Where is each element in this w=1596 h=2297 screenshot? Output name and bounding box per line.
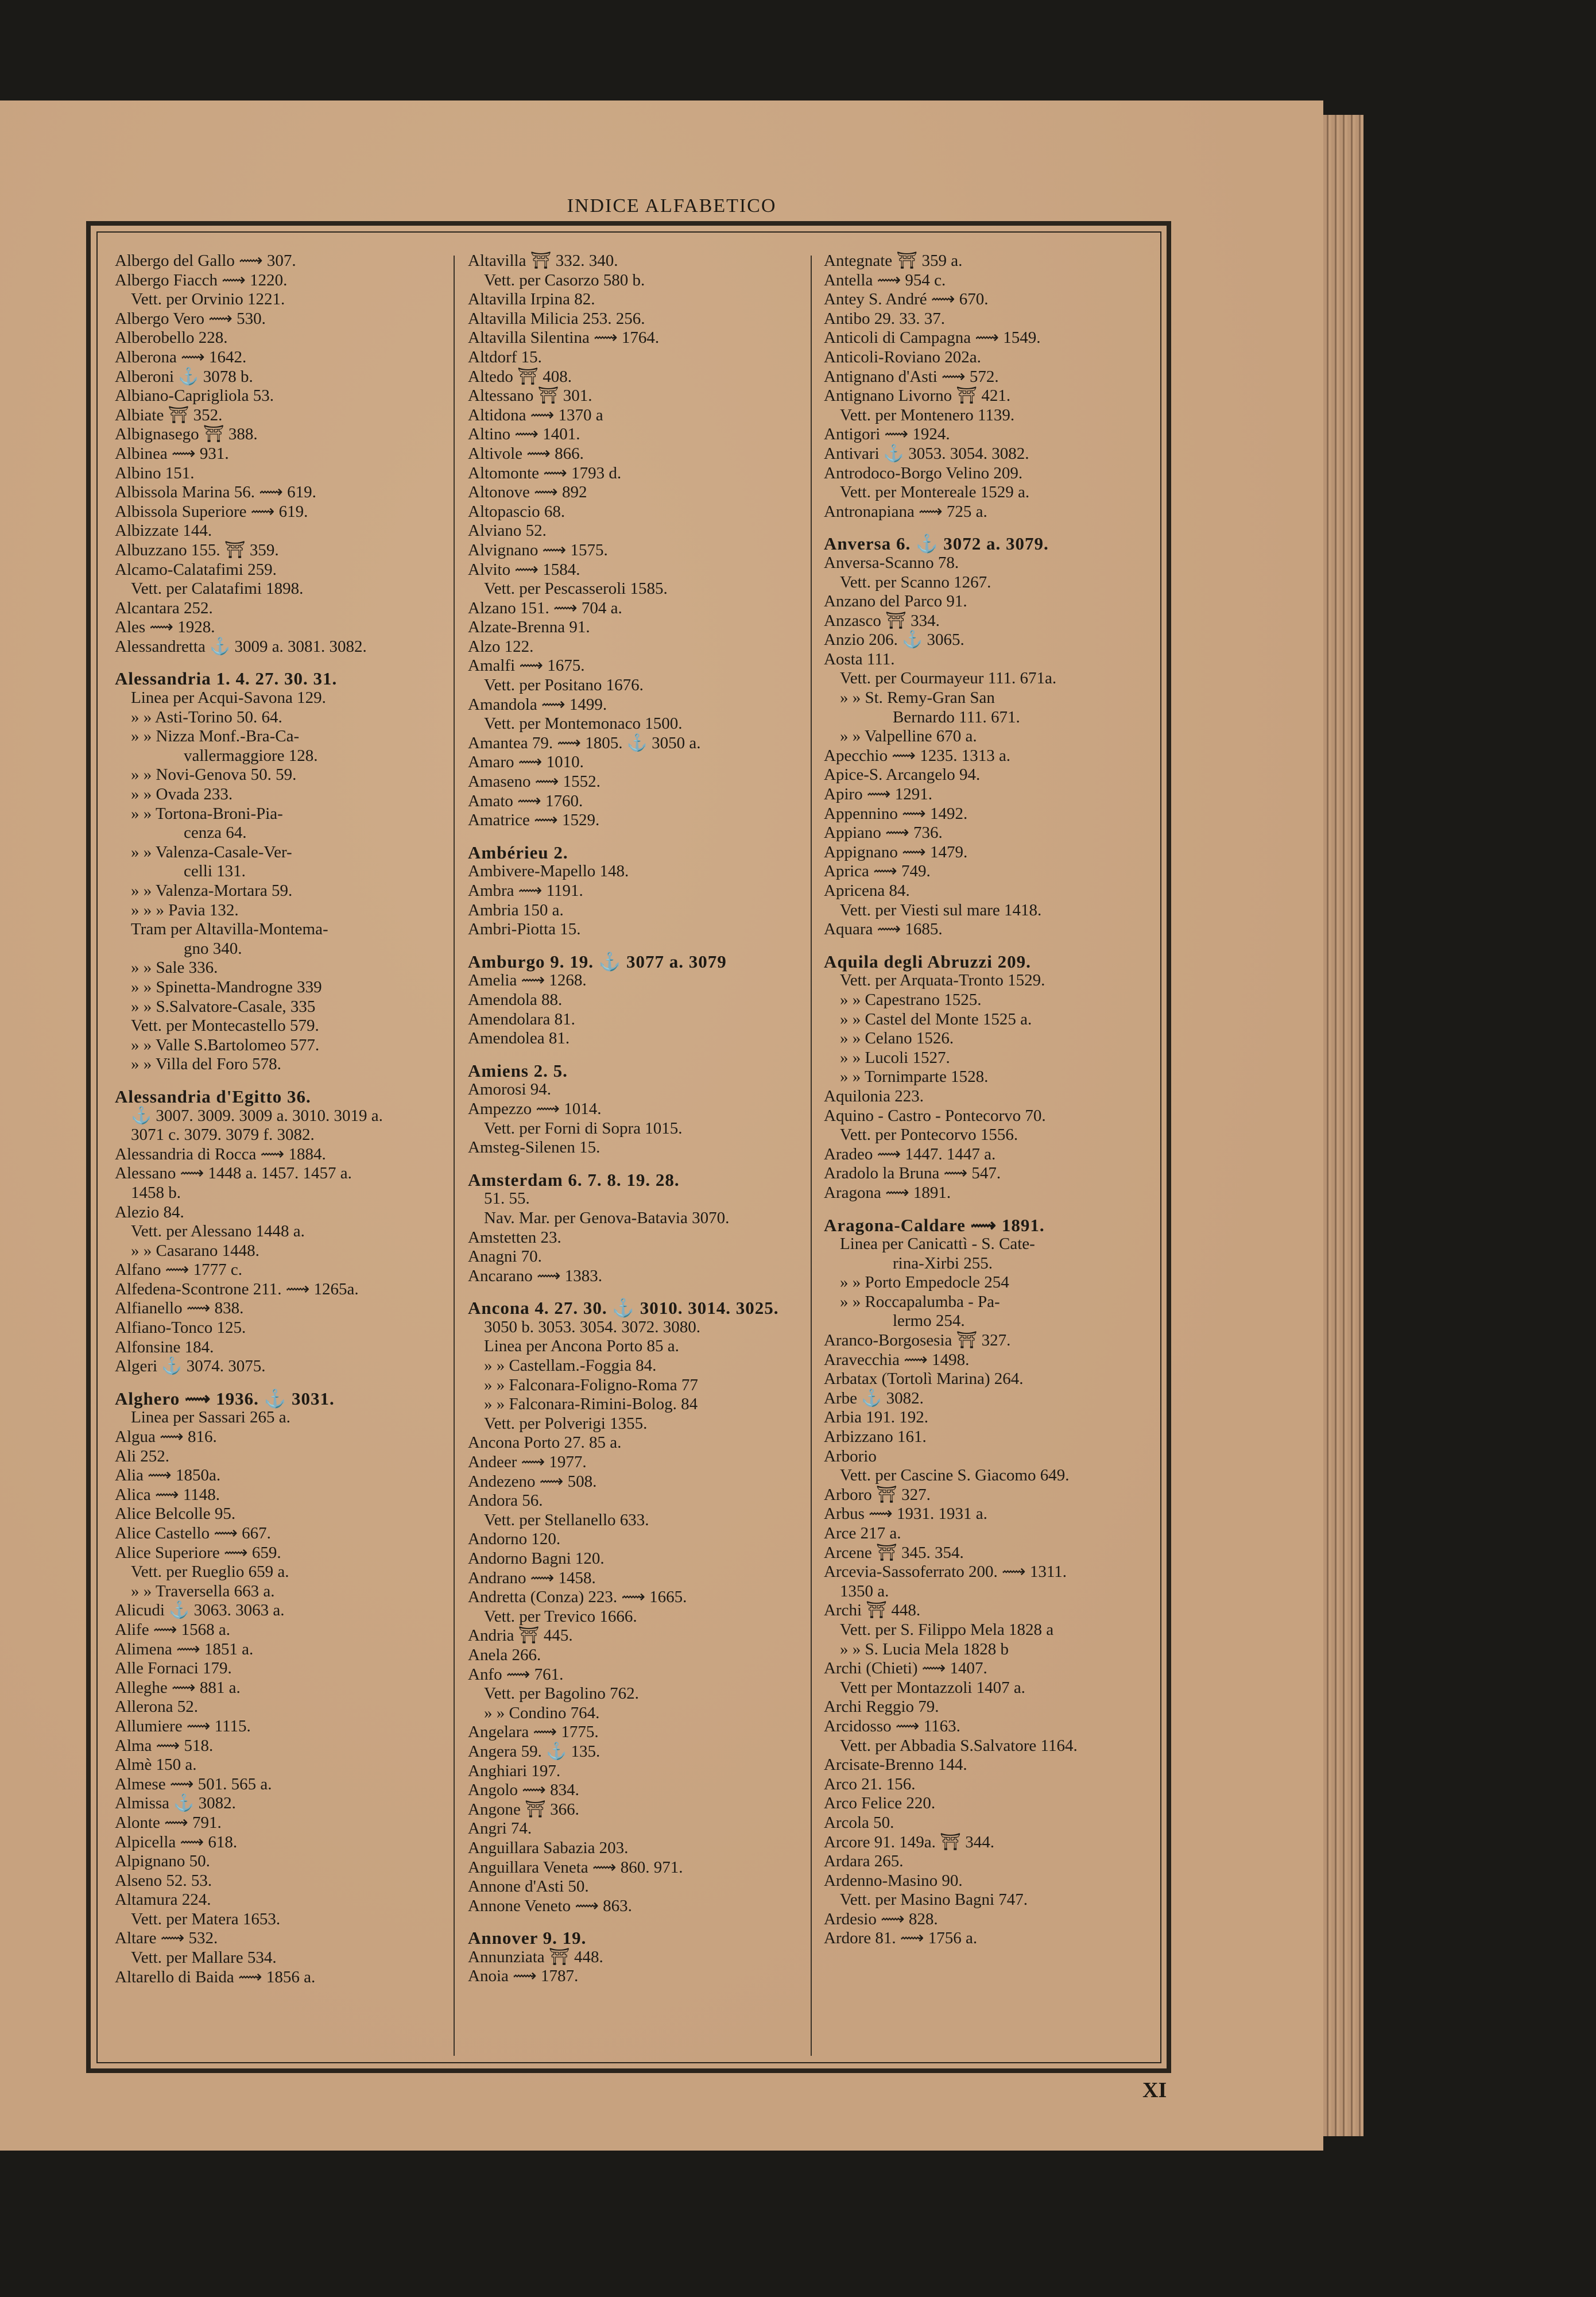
index-entry: Anfo ⟿ 761. [468,1665,564,1684]
index-entry: Alessano ⟿ 1448 a. 1457. 1457 a. [115,1164,352,1183]
index-entry: Arbizzano 161. [824,1428,927,1447]
column-rule-2 [811,256,812,2056]
index-entry: Amendolara 81. [468,1010,575,1028]
index-subentry: » » Celano 1526. [840,1029,954,1048]
index-entry: Altonove ⟿ 892 [468,483,587,502]
index-heading: Alghero ⟿ 1936. ⚓ 3031. [115,1388,335,1409]
index-entry: Anzano del Parco 91. [824,592,967,611]
index-subentry: » » Falconara-Rimini-Bolog. 84 [484,1395,698,1414]
index-entry: Amaseno ⟿ 1552. [468,772,601,791]
index-subentry: Vett. per Viesti sul mare 1418. [840,900,1042,919]
index-entry: Amorosi 94. [468,1080,551,1099]
index-entry: Alseno 52. 53. [115,1871,212,1890]
index-entry: Amstetten 23. [468,1228,561,1247]
index-entry: Antivari ⚓ 3053. 3054. 3082. [824,444,1029,463]
index-subentry: Linea per Acqui-Savona 129. [131,689,326,707]
index-subentry: Linea per Canicattì - S. Cate- [840,1235,1035,1254]
index-subentry: » » Casarano 1448. [131,1241,259,1260]
index-entry: Aquilonia 223. [824,1086,924,1105]
index-entry: Antella ⟿ 954 c. [824,270,946,289]
index-entry: Antegnate ⛩ 359 a. [824,252,963,270]
running-head: INDICE ALFABETICO [567,195,777,216]
index-entry: Antigori ⟿ 1924. [824,425,950,444]
index-entry: Ancarano ⟿ 1383. [468,1266,603,1285]
index-heading: Amsterdam 6. 7. 8. 19. 28. [468,1169,680,1190]
index-subentry: » » Spinetta-Mandrogne 339 [131,977,322,996]
index-entry: Andezeno ⟿ 508. [468,1472,597,1491]
index-entry: Albergo Vero ⟿ 530. [115,309,266,328]
index-entry: Altopascio 68. [468,502,565,521]
index-entry: Aquino - Castro - Pontecorvo 70. [824,1106,1046,1125]
index-entry: Alberona ⟿ 1642. [115,347,247,366]
index-subentry: 1350 a. [840,1581,889,1600]
index-entry: Arcisate-Brenno 144. [824,1755,967,1774]
index-entry: Ales ⟿ 1928. [115,618,215,637]
index-entry: Aravecchia ⟿ 1498. [824,1350,970,1369]
index-entry: Alimena ⟿ 1851 a. [115,1639,254,1658]
index-entry: Altavilla Silentina ⟿ 1764. [468,328,660,347]
index-entry: Appennino ⟿ 1492. [824,804,968,823]
index-subentry: 1458 b. [131,1183,181,1202]
index-subentry: Vett. per Montecastello 579. [131,1016,319,1035]
index-entry: Aranco-Borgosesia ⛩ 327. [824,1331,1011,1350]
index-entry: Albergo del Gallo ⟿ 307. [115,252,296,270]
index-entry: Anversa-Scanno 78. [824,553,959,572]
index-subentry: Vett. per Cascine S. Giacomo 649. [840,1466,1070,1485]
index-entry: Algua ⟿ 816. [115,1428,217,1447]
index-entry: Alpicella ⟿ 618. [115,1832,238,1851]
index-subentry: » » Roccapalumba - Pa- [840,1292,1000,1311]
index-subentry: » » Valpelline 670 a. [840,727,977,746]
index-entry: Almese ⟿ 501. 565 a. [115,1774,272,1793]
entry-spacer [824,939,1151,952]
index-entry: Aradolo la Bruna ⟿ 547. [824,1164,1001,1183]
index-heading: Anversa 6. ⚓ 3072 a. 3079. [824,533,1049,554]
index-subentry: » » Capestrano 1525. [840,990,982,1009]
index-entry: Andrano ⟿ 1458. [468,1568,596,1587]
index-entry: Alice Belcolle 95. [115,1505,236,1523]
index-entry: Antibo 29. 33. 37. [824,309,946,328]
index-entry: Albizzate 144. [115,521,212,540]
index-subentry: » » Condino 764. [484,1703,600,1722]
index-entry: Ali 252. [115,1447,170,1465]
index-entry: Archi Reggio 79. [824,1697,939,1716]
index-entry: Alfiano-Tonco 125. [115,1318,246,1337]
index-subentry: Vett. per Montereale 1529 a. [840,483,1030,502]
index-entry: Annone Veneto ⟿ 863. [468,1896,632,1915]
index-continuation: cenza 64. [184,823,247,842]
index-entry: Albissola Marina 56. ⟿ 619. [115,483,316,502]
index-entry: Alzate-Brenna 91. [468,618,590,637]
index-entry: Anticoli-Roviano 202a. [824,347,981,366]
index-entry: Arcola 50. [824,1813,894,1832]
index-heading: Amburgo 9. 19. ⚓ 3077 a. 3079 [468,951,727,972]
index-entry: Antignano d'Asti ⟿ 572. [824,367,999,386]
index-entry: Albignasego ⛩ 388. [115,425,258,444]
index-entry: Altino ⟿ 1401. [468,425,580,444]
index-entry: Anticoli di Campagna ⟿ 1549. [824,328,1041,347]
index-subentry: 3071 c. 3079. 3079 f. 3082. [131,1126,315,1144]
index-entry: Amaro ⟿ 1010. [468,753,584,772]
index-subentry: Tram per Altavilla-Montema- [131,920,328,939]
index-entry: Anela 266. [468,1645,541,1664]
index-subentry: » » Ovada 233. [131,785,233,804]
index-continuation: Bernardo 111. 671. [893,707,1020,726]
index-subentry: Vett. per Positano 1676. [484,676,644,695]
index-heading: Aquila degli Abruzzi 209. [824,951,1031,972]
index-subentry: » » Valle S.Bartolomeo 577. [131,1035,320,1054]
index-entry: Altedo ⛩ 408. [468,367,572,386]
index-entry: Archi (Chieti) ⟿ 1407. [824,1659,987,1678]
index-entry: Anghiari 197. [468,1761,561,1780]
index-entry: Annone d'Asti 50. [468,1877,589,1896]
index-entry: Antronapiana ⟿ 725 a. [824,502,987,521]
index-entry: Altivole ⟿ 866. [468,444,584,463]
index-entry: Altamura 224. [115,1890,211,1909]
index-entry: Aosta 111. [824,649,895,668]
index-entry: Albiate ⛩ 352. [115,405,223,424]
index-continuation: vallermaggiore 128. [184,746,318,765]
index-entry: Allumiere ⟿ 1115. [115,1716,251,1735]
index-entry: Alzano 151. ⟿ 704 a. [468,598,622,617]
index-subentry: 51. 55. [484,1189,530,1208]
index-subentry: » » St. Remy-Gran San [840,689,995,707]
index-subentry: Vett. per Arquata-Tronto 1529. [840,971,1045,990]
index-entry: Altarello di Baida ⟿ 1856 a. [115,1967,316,1986]
index-entry: Alfonsine 184. [115,1337,214,1356]
index-entry: Andorno 120. [468,1530,561,1549]
index-entry: Ambra ⟿ 1191. [468,881,583,900]
index-entry: Andretta (Conza) 223. ⟿ 1665. [468,1588,687,1607]
entry-spacer [468,939,789,952]
index-entry: Arbus ⟿ 1931. 1931 a. [824,1505,987,1523]
index-continuation: lermo 254. [893,1312,965,1331]
index-entry: Apecchio ⟿ 1235. 1313 a. [824,746,1011,765]
index-entry: Antrodoco-Borgo Velino 209. [824,463,1023,482]
index-entry: Anguillara Sabazia 203. [468,1838,629,1857]
index-subentry: » » Tornimparte 1528. [840,1068,989,1086]
index-entry: Alle Fornaci 179. [115,1659,232,1678]
index-entry: Amalfi ⟿ 1675. [468,656,585,675]
index-entry: Ardore 81. ⟿ 1756 a. [824,1929,978,1948]
entry-spacer [115,1074,436,1087]
index-entry: Archi ⛩ 448. [824,1601,921,1620]
index-heading: Ambérieu 2. [468,842,568,863]
index-entry: Alviano 52. [468,521,547,540]
index-subentry: Vett. per Matera 1653. [131,1909,281,1928]
index-subentry: Vett. per Scanno 1267. [840,573,991,591]
index-entry: Anzio 206. ⚓ 3065. [824,631,964,649]
index-subentry: » » Asti-Torino 50. 64. [131,707,282,726]
index-entry: Albergo Fiacch ⟿ 1220. [115,270,288,289]
index-entry: Alia ⟿ 1850a. [115,1466,221,1485]
index-subentry: Vett. per Polverigi 1355. [484,1414,648,1433]
index-subentry: » » Porto Empedocle 254 [840,1273,1009,1292]
index-subentry: Vett. per Stellanello 633. [484,1510,649,1529]
index-subentry: » » S. Lucia Mela 1828 b [840,1639,1009,1658]
index-entry: Alma ⟿ 518. [115,1736,214,1755]
index-entry: Altomonte ⟿ 1793 d. [468,463,622,482]
index-subentry: Vett. per Trevico 1666. [484,1607,637,1626]
index-entry: Alonte ⟿ 791. [115,1813,222,1832]
index-entry: Alleghe ⟿ 881 a. [115,1678,241,1697]
index-entry: Alice Castello ⟿ 667. [115,1524,271,1542]
index-entry: Andora 56. [468,1491,543,1510]
index-entry: Ambivere-Mapello 148. [468,862,629,881]
index-subentry: 3050 b. 3053. 3054. 3072. 3080. [484,1317,700,1336]
index-entry: Aragona ⟿ 1891. [824,1183,951,1202]
index-entry: Apice-S. Arcangelo 94. [824,765,981,784]
index-entry: Altdorf 15. [468,347,542,366]
index-entry: Andeer ⟿ 1977. [468,1453,587,1472]
index-subentry: Vett. per Mallare 534. [131,1948,277,1967]
index-subentry: » » Valenza-Casale-Ver- [131,842,292,861]
index-subentry: Vett. per Courmayeur 111. 671a. [840,669,1057,688]
index-entry: Algeri ⚓ 3074. 3075. [115,1357,266,1376]
index-subentry: » » Castellam.-Foggia 84. [484,1356,657,1375]
entry-spacer [468,1158,789,1170]
index-entry: Anagni 70. [468,1247,542,1266]
index-entry: Arbe ⚓ 3082. [824,1389,924,1407]
page-edges [1323,115,1363,2136]
index-subentry: » » Falconara-Foligno-Roma 77 [484,1375,698,1394]
index-entry: Ambria 150 a. [468,900,564,919]
index-entry: Ardara 265. [824,1852,904,1871]
index-entry: Albinea ⟿ 931. [115,444,229,463]
index-entry: Ambri-Piotta 15. [468,920,581,939]
index-column-2 [468,252,789,1986]
index-entry: Angri 74. [468,1819,532,1838]
index-entry: Alfianello ⟿ 838. [115,1299,244,1318]
index-entry: Altavilla Milicia 253. 256. [468,309,645,328]
index-entry: Amendolea 81. [468,1029,570,1048]
index-subentry: Vett. per Pontecorvo 1556. [840,1126,1018,1144]
entry-spacer [115,1376,436,1389]
index-subentry: Linea per Ancona Porto 85 a. [484,1337,679,1356]
index-entry: Antey S. André ⟿ 670. [824,290,989,309]
index-entry: Arborio [824,1447,877,1465]
index-entry: Anguillara Veneta ⟿ 860. 971. [468,1858,683,1877]
entry-spacer [824,1203,1151,1216]
index-entry: Alessandria di Rocca ⟿ 1884. [115,1144,326,1163]
index-continuation: celli 131. [184,862,246,881]
index-entry: Amatrice ⟿ 1529. [468,811,600,830]
entry-spacer [468,1286,789,1298]
index-entry: Albuzzano 155. ⛩ 359. [115,540,279,559]
index-entry: Alvito ⟿ 1584. [468,560,580,579]
index-entry: Andria ⛩ 445. [468,1626,573,1645]
index-subentry: Vett. per Rueglio 659 a. [131,1563,289,1581]
index-subentry: Vett. per Alessano 1448 a. [131,1222,305,1241]
index-entry: Amelia ⟿ 1268. [468,971,587,990]
index-subentry: » » Sale 336. [131,958,218,977]
index-entry: Apricena 84. [824,881,910,900]
index-entry: Ancona Porto 27. 85 a. [468,1433,622,1452]
index-entry: Alife ⟿ 1568 a. [115,1620,231,1639]
index-entry: Arbatax (Tortolì Marina) 264. [824,1370,1024,1389]
index-entry: Alfedena-Scontrone 211. ⟿ 1265a. [115,1279,359,1298]
index-entry: Annunziata ⛩ 448. [468,1947,603,1966]
index-entry: Allerona 52. [115,1697,198,1716]
index-subentry: Vett per Montazzoli 1407 a. [840,1678,1025,1697]
index-subentry: Linea per Sassari 265 a. [131,1408,290,1427]
index-heading: Annover 9. 19. [468,1928,587,1948]
index-subentry: » » Novi-Genova 50. 59. [131,765,297,784]
index-entry: Altavilla ⛩ 332. 340. [468,252,618,270]
index-entry: Alica ⟿ 1148. [115,1485,220,1504]
index-entry: Arcevia-Sassoferrato 200. ⟿ 1311. [824,1563,1067,1581]
index-heading: Aragona-Caldare ⟿ 1891. [824,1215,1045,1235]
index-entry: Anzasco ⛩ 334. [824,611,940,630]
index-entry: Alberobello 228. [115,328,228,347]
index-entry: Almè 150 a. [115,1755,197,1774]
index-subentry: Vett. per Montemonaco 1500. [484,714,683,733]
index-subentry: ⚓ 3007. 3009. 3009 a. 3010. 3019 a. [131,1106,383,1125]
index-heading: Ancona 4. 27. 30. ⚓ 3010. 3014. 3025. [468,1298,779,1318]
index-entry: Ardesio ⟿ 828. [824,1909,938,1928]
index-entry: Ardenno-Masino 90. [824,1871,963,1890]
index-subentry: Vett. per Orvinio 1221. [131,290,285,309]
index-continuation: rina-Xirbi 255. [893,1254,993,1273]
entry-spacer [824,521,1151,534]
index-subentry: Vett. per Masino Bagni 747. [840,1890,1028,1909]
index-subentry: Vett. per Pescasseroli 1585. [484,579,668,598]
index-subentry: Vett. per Casorzo 580 b. [484,270,645,289]
index-entry: Alice Superiore ⟿ 659. [115,1543,281,1562]
index-entry: Amsteg-Silenen 15. [468,1138,601,1157]
index-subentry: Nav. Mar. per Genova-Batavia 3070. [484,1208,730,1227]
index-column-3 [824,252,1151,1948]
index-entry: Altavilla Irpina 82. [468,290,595,309]
index-subentry: » » Villa del Foro 578. [131,1055,281,1074]
index-entry: Alvignano ⟿ 1575. [468,540,608,559]
index-entry: Angelara ⟿ 1775. [468,1723,599,1742]
index-heading: Alessandria d'Egitto 36. [115,1086,311,1107]
index-entry: Anoia ⟿ 1787. [468,1967,579,1986]
index-entry: Alberoni ⚓ 3078 b. [115,367,253,386]
index-entry: Alezio 84. [115,1202,184,1221]
index-subentry: Vett. per Bagolino 762. [484,1684,639,1703]
index-entry: Arco 21. 156. [824,1774,916,1793]
index-entry: Amantea 79. ⟿ 1805. ⚓ 3050 a. [468,733,701,752]
index-subentry: Vett. per Calatafimi 1898. [131,579,304,598]
index-entry: Almissa ⚓ 3082. [115,1794,236,1813]
index-subentry: » » S.Salvatore-Casale, 335 [131,997,316,1016]
entry-spacer [468,1049,789,1061]
index-entry: Ampezzo ⟿ 1014. [468,1099,602,1118]
index-entry: Alfano ⟿ 1777 c. [115,1260,242,1279]
index-entry: Amendola 88. [468,990,563,1009]
index-entry: Altessano ⛩ 301. [468,386,592,405]
index-entry: Arco Felice 220. [824,1794,936,1813]
index-continuation: gno 340. [184,939,242,958]
index-entry: Appiano ⟿ 736. [824,823,943,842]
index-entry: Antignano Livorno ⛩ 421. [824,386,1011,405]
index-entry: Angera 59. ⚓ 135. [468,1742,601,1761]
index-subentry: » » Valenza-Mortara 59. [131,881,293,900]
index-entry: Alcantara 252. [115,598,213,617]
entry-spacer [115,656,436,669]
index-entry: Arce 217 a. [824,1524,901,1542]
index-entry: Albiano-Caprigliola 53. [115,386,274,405]
entry-spacer [468,1916,789,1928]
index-entry: Aradeo ⟿ 1447. 1447 a. [824,1144,996,1163]
index-entry: Aprica ⟿ 749. [824,862,931,881]
index-heading: Alessandria 1. 4. 27. 30. 31. [115,668,338,689]
index-entry: Appignano ⟿ 1479. [824,842,968,861]
index-entry: Angone ⛩ 366. [468,1800,579,1819]
index-entry: Arboro ⛩ 327. [824,1485,931,1504]
index-subentry: » » » Pavia 132. [131,900,239,919]
index-subentry: » » Lucoli 1527. [840,1048,950,1067]
index-entry: Aquara ⟿ 1685. [824,920,943,939]
index-entry: Alcamo-Calatafimi 259. [115,560,277,579]
index-entry: Amandola ⟿ 1499. [468,695,607,714]
index-subentry: Vett. per Forni di Sopra 1015. [484,1119,683,1138]
index-subentry: » » Traversella 663 a. [131,1581,275,1600]
index-entry: Angolo ⟿ 834. [468,1781,579,1800]
index-entry: Arcene ⛩ 345. 354. [824,1543,964,1562]
index-entry: Altidona ⟿ 1370 a [468,405,603,424]
index-entry: Albino 151. [115,463,195,482]
index-subentry: Vett. per Montenero 1139. [840,405,1015,424]
index-entry: Alessandretta ⚓ 3009 a. 3081. 3082. [115,637,367,656]
index-column-1 [115,252,436,1987]
index-entry: Andorno Bagni 120. [468,1549,605,1568]
index-entry: Alicudi ⚓ 3063. 3063 a. [115,1601,285,1620]
index-entry: Apiro ⟿ 1291. [824,785,932,804]
index-subentry: » » Tortona-Broni-Pia- [131,804,283,823]
index-entry: Altare ⟿ 532. [115,1929,218,1948]
entry-spacer [468,830,789,843]
page-number: XI [1142,2078,1167,2102]
index-entry: Alpignano 50. [115,1852,210,1871]
index-subentry: » » Nizza Monf.-Bra-Ca- [131,727,300,746]
index-subentry: Vett. per Abbadia S.Salvatore 1164. [840,1736,1078,1755]
index-entry: Arcore 91. 149a. ⛩ 344. [824,1832,994,1851]
index-entry: Arbia 191. 192. [824,1408,929,1427]
index-heading: Amiens 2. 5. [468,1060,568,1081]
index-entry: Arcidosso ⟿ 1163. [824,1716,960,1735]
index-entry: Amato ⟿ 1760. [468,791,583,810]
index-entry: Alzo 122. [468,637,534,656]
column-rule-1 [454,256,455,2056]
index-subentry: » » Castel del Monte 1525 a. [840,1010,1032,1028]
index-entry: Albissola Superiore ⟿ 619. [115,502,308,521]
index-subentry: Vett. per S. Filippo Mela 1828 a [840,1620,1054,1639]
